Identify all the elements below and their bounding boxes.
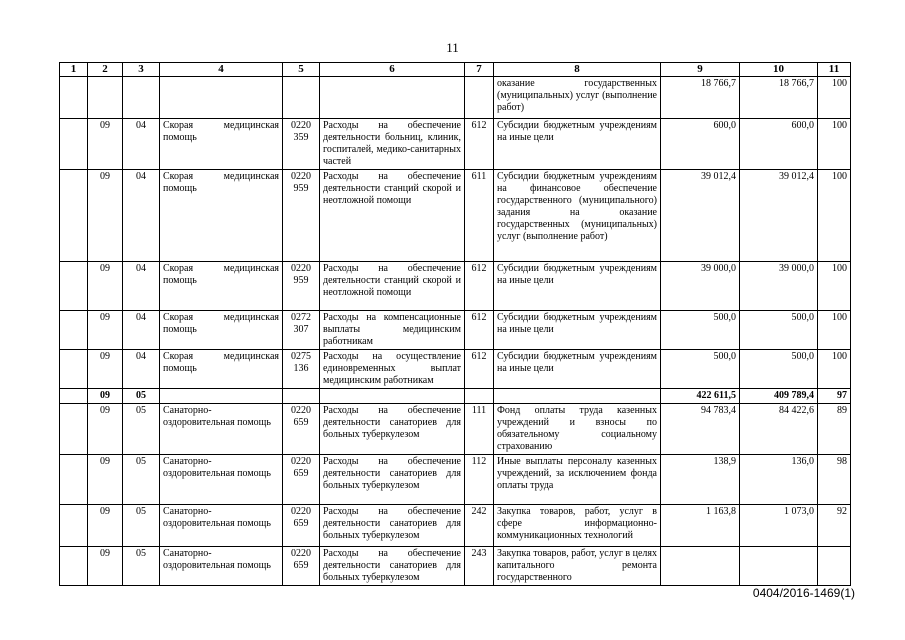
cell-subsection-name bbox=[160, 389, 283, 404]
cell-section: 09 bbox=[88, 170, 123, 262]
cell-executed-amount: 84 422,6 bbox=[740, 404, 818, 455]
cell-target-code bbox=[283, 389, 320, 404]
cell-expense-type: 243 bbox=[465, 547, 494, 586]
cell-execution-percent: 97 bbox=[818, 389, 851, 404]
cell-subsection-name: Санаторно-оздоровительная помощь bbox=[160, 455, 283, 505]
cell-subsection-name: Скорая медицинская помощь bbox=[160, 119, 283, 170]
table-row bbox=[60, 262, 851, 311]
table-row bbox=[60, 119, 851, 170]
cell-expense-name: Расходы на обеспечение деятельности станций скорой и неотложной помощи bbox=[320, 262, 465, 311]
cell-approved-amount: 600,0 bbox=[661, 119, 740, 170]
cell-expense-type-name: Субсидии бюджетным учреждениям на иные цели bbox=[494, 350, 661, 389]
cell-expense-name bbox=[320, 389, 465, 404]
cell-expense-name: Расходы на обеспечение деятельности санаториев для больных туберкулезом bbox=[320, 455, 465, 505]
cell-expense-type-name: Субсидии бюджетным учреждениям на иные цели bbox=[494, 311, 661, 350]
cell-expense-type: 612 bbox=[465, 311, 494, 350]
cell-col1 bbox=[60, 455, 88, 505]
cell-executed-amount: 500,0 bbox=[740, 311, 818, 350]
col-header-8: 8 bbox=[494, 63, 661, 77]
cell-section: 09 bbox=[88, 389, 123, 404]
cell-executed-amount: 39 012,4 bbox=[740, 170, 818, 262]
cell-col1 bbox=[60, 404, 88, 455]
cell-execution-percent: 89 bbox=[818, 404, 851, 455]
cell-col1 bbox=[60, 119, 88, 170]
cell-expense-type-name: Субсидии бюджетным учреждениям на иные цели bbox=[494, 119, 661, 170]
col-header-5: 5 bbox=[283, 63, 320, 77]
cell-expense-name: Расходы на обеспечение деятельности санаториев для больных туберкулезом bbox=[320, 547, 465, 586]
cell-subsection: 05 bbox=[123, 505, 160, 547]
cell-col1 bbox=[60, 389, 88, 404]
cell-section: 09 bbox=[88, 350, 123, 389]
cell-col1 bbox=[60, 350, 88, 389]
cell-target-code: 0220 659 bbox=[283, 505, 320, 547]
cell-subsection: 04 bbox=[123, 170, 160, 262]
cell-col1 bbox=[60, 262, 88, 311]
cell-expense-type-name: Закупка товаров, работ, услуг в сфере информационно-коммуникационных технологий bbox=[494, 505, 661, 547]
cell-subsection-name bbox=[160, 77, 283, 119]
col-header-7: 7 bbox=[465, 63, 494, 77]
cell-subsection-name: Санаторно-оздоровительная помощь bbox=[160, 505, 283, 547]
cell-expense-name: Расходы на осуществление единовременных выплат медицинским работникам bbox=[320, 350, 465, 389]
cell-subsection: 04 bbox=[123, 119, 160, 170]
cell-executed-amount bbox=[740, 547, 818, 586]
cell-target-code bbox=[283, 77, 320, 119]
cell-subsection-name: Скорая медицинская помощь bbox=[160, 262, 283, 311]
cell-subsection bbox=[123, 77, 160, 119]
table-row bbox=[60, 547, 851, 586]
cell-target-code: 0275 136 bbox=[283, 350, 320, 389]
cell-subsection-name: Санаторно-оздоровительная помощь bbox=[160, 547, 283, 586]
cell-section: 09 bbox=[88, 262, 123, 311]
table-row bbox=[60, 77, 851, 119]
cell-expense-name: Расходы на обеспечение деятельности санаториев для больных туберкулезом bbox=[320, 505, 465, 547]
cell-section: 09 bbox=[88, 404, 123, 455]
cell-expense-type-name: Иные выплаты персоналу казенных учреждений, за исключением фонда оплаты труда bbox=[494, 455, 661, 505]
cell-approved-amount bbox=[661, 547, 740, 586]
cell-col1 bbox=[60, 170, 88, 262]
document-code: 0404/2016-1469(1) bbox=[752, 586, 855, 600]
header-row bbox=[60, 63, 851, 77]
table-row bbox=[60, 311, 851, 350]
table-row bbox=[60, 389, 851, 404]
cell-execution-percent: 100 bbox=[818, 170, 851, 262]
cell-section bbox=[88, 77, 123, 119]
cell-approved-amount: 1 163,8 bbox=[661, 505, 740, 547]
cell-section: 09 bbox=[88, 505, 123, 547]
cell-executed-amount: 500,0 bbox=[740, 350, 818, 389]
cell-target-code: 0220 359 bbox=[283, 119, 320, 170]
cell-section: 09 bbox=[88, 311, 123, 350]
cell-subsection: 05 bbox=[123, 404, 160, 455]
cell-subsection-name: Скорая медицинская помощь bbox=[160, 350, 283, 389]
cell-approved-amount: 39 000,0 bbox=[661, 262, 740, 311]
cell-expense-type: 242 bbox=[465, 505, 494, 547]
cell-execution-percent: 100 bbox=[818, 262, 851, 311]
cell-execution-percent: 100 bbox=[818, 119, 851, 170]
col-header-6: 6 bbox=[320, 63, 465, 77]
cell-subsection-name: Санаторно-оздоровительная помощь bbox=[160, 404, 283, 455]
table-row bbox=[60, 170, 851, 262]
cell-execution-percent: 92 bbox=[818, 505, 851, 547]
cell-expense-name: Расходы на обеспечение деятельности станций скорой и неотложной помощи bbox=[320, 170, 465, 262]
cell-executed-amount: 136,0 bbox=[740, 455, 818, 505]
table-row bbox=[60, 350, 851, 389]
cell-expense-name: Расходы на компенсационные выплаты медицинским работникам bbox=[320, 311, 465, 350]
cell-expense-name bbox=[320, 77, 465, 119]
col-header-3: 3 bbox=[123, 63, 160, 77]
cell-subsection: 04 bbox=[123, 262, 160, 311]
cell-section: 09 bbox=[88, 119, 123, 170]
cell-approved-amount: 18 766,7 bbox=[661, 77, 740, 119]
cell-execution-percent bbox=[818, 547, 851, 586]
cell-expense-name: Расходы на обеспечение деятельности больниц, клиник, госпиталей, медико-санитарных частей bbox=[320, 119, 465, 170]
col-header-9: 9 bbox=[661, 63, 740, 77]
cell-target-code: 0272 307 bbox=[283, 311, 320, 350]
cell-expense-type: 112 bbox=[465, 455, 494, 505]
cell-target-code: 0220 959 bbox=[283, 170, 320, 262]
cell-target-code: 0220 959 bbox=[283, 262, 320, 311]
cell-executed-amount: 39 000,0 bbox=[740, 262, 818, 311]
col-header-10: 10 bbox=[740, 63, 818, 77]
table-body bbox=[60, 77, 851, 586]
cell-expense-type: 111 bbox=[465, 404, 494, 455]
cell-expense-type-name: Субсидии бюджетным учреждениям на иные цели bbox=[494, 262, 661, 311]
cell-approved-amount: 94 783,4 bbox=[661, 404, 740, 455]
cell-subsection-name: Скорая медицинская помощь bbox=[160, 170, 283, 262]
table-row bbox=[60, 455, 851, 505]
cell-target-code: 0220 659 bbox=[283, 547, 320, 586]
cell-approved-amount: 138,9 bbox=[661, 455, 740, 505]
cell-expense-name: Расходы на обеспечение деятельности санаториев для больных туберкулезом bbox=[320, 404, 465, 455]
table-row bbox=[60, 505, 851, 547]
cell-col1 bbox=[60, 311, 88, 350]
cell-expense-type: 611 bbox=[465, 170, 494, 262]
cell-expense-type: 612 bbox=[465, 350, 494, 389]
cell-approved-amount: 500,0 bbox=[661, 311, 740, 350]
budget-table bbox=[59, 62, 851, 586]
cell-subsection: 04 bbox=[123, 350, 160, 389]
col-header-2: 2 bbox=[88, 63, 123, 77]
cell-target-code: 0220 659 bbox=[283, 404, 320, 455]
cell-expense-type-name: Субсидии бюджетным учреждениям на финансовое обеспечение государственного (муниципального) задания на оказание государственных (муниципальных) услуг (выполнение работ) bbox=[494, 170, 661, 262]
cell-expense-type: 612 bbox=[465, 262, 494, 311]
cell-executed-amount: 18 766,7 bbox=[740, 77, 818, 119]
cell-executed-amount: 1 073,0 bbox=[740, 505, 818, 547]
cell-executed-amount: 600,0 bbox=[740, 119, 818, 170]
cell-expense-type bbox=[465, 389, 494, 404]
col-header-4: 4 bbox=[160, 63, 283, 77]
cell-col1 bbox=[60, 77, 88, 119]
col-header-11: 11 bbox=[818, 63, 851, 77]
cell-subsection: 05 bbox=[123, 547, 160, 586]
cell-col1 bbox=[60, 505, 88, 547]
cell-col1 bbox=[60, 547, 88, 586]
cell-executed-amount: 409 789,4 bbox=[740, 389, 818, 404]
cell-execution-percent: 100 bbox=[818, 77, 851, 119]
cell-execution-percent: 100 bbox=[818, 311, 851, 350]
col-header-1: 1 bbox=[60, 63, 88, 77]
cell-approved-amount: 39 012,4 bbox=[661, 170, 740, 262]
cell-expense-type-name: оказание государственных (муниципальных) услуг (выполнение работ) bbox=[494, 77, 661, 119]
cell-section: 09 bbox=[88, 547, 123, 586]
cell-subsection: 04 bbox=[123, 311, 160, 350]
page-number: 11 bbox=[446, 40, 459, 55]
cell-subsection: 05 bbox=[123, 455, 160, 505]
cell-execution-percent: 98 bbox=[818, 455, 851, 505]
cell-approved-amount: 500,0 bbox=[661, 350, 740, 389]
cell-section: 09 bbox=[88, 455, 123, 505]
cell-expense-type-name: Фонд оплаты труда казенных учреждений и взносы по обязательному социальному страхованию bbox=[494, 404, 661, 455]
cell-subsection-name: Скорая медицинская помощь bbox=[160, 311, 283, 350]
table-row bbox=[60, 404, 851, 455]
cell-execution-percent: 100 bbox=[818, 350, 851, 389]
cell-subsection: 05 bbox=[123, 389, 160, 404]
cell-expense-type-name bbox=[494, 389, 661, 404]
cell-target-code: 0220 659 bbox=[283, 455, 320, 505]
cell-expense-type: 612 bbox=[465, 119, 494, 170]
cell-expense-type-name: Закупка товаров, работ, услуг в целях капитального ремонта государственного bbox=[494, 547, 661, 586]
cell-expense-type bbox=[465, 77, 494, 119]
cell-approved-amount: 422 611,5 bbox=[661, 389, 740, 404]
